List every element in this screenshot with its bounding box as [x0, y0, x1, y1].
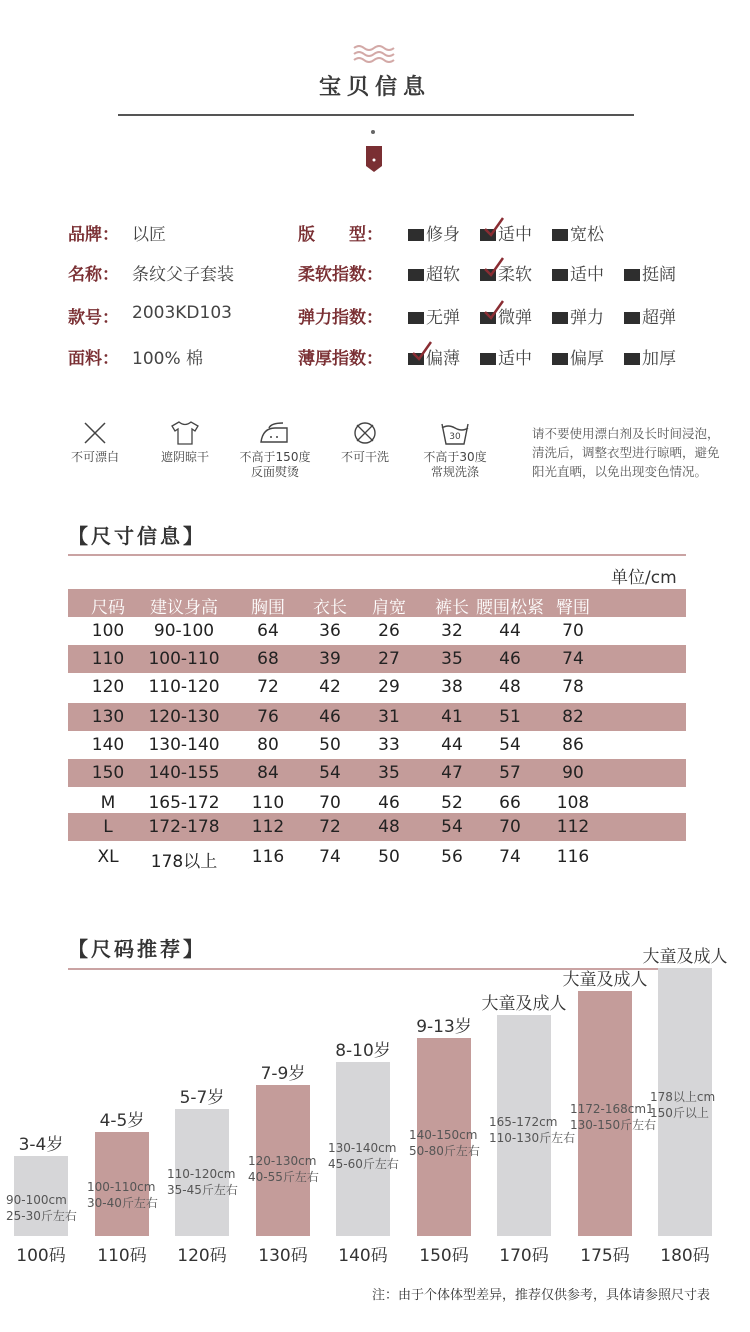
table-cell: 120	[91, 677, 125, 697]
care-item	[410, 420, 500, 480]
option-box	[624, 312, 640, 324]
no-bleach-icon	[60, 420, 130, 450]
option-box	[480, 229, 496, 241]
table-cell: 165-172	[148, 793, 220, 813]
table-row	[68, 617, 686, 645]
option-box	[480, 312, 496, 324]
info-value: 以匠	[132, 225, 166, 245]
table-header-cell: 腰围松紧	[476, 598, 544, 618]
table-cell: 68	[257, 649, 279, 669]
table-cell: 140	[91, 735, 125, 755]
checkmark-icon	[484, 217, 504, 239]
table-cell: 66	[499, 793, 521, 813]
option-text: 偏薄	[426, 349, 460, 369]
table-cell: 78	[562, 677, 584, 697]
bar-height-text: 90-100cm	[6, 1193, 67, 1207]
table-cell: 72	[319, 817, 341, 837]
table-cell: 150	[91, 763, 125, 783]
rating-option	[552, 344, 604, 369]
table-cell: 130	[91, 707, 125, 727]
table-header-cell: 建议身高	[150, 598, 218, 618]
care-text: 不可干洗	[340, 450, 389, 464]
recommend-section-title: 【尺码推荐】	[68, 937, 206, 961]
rating-option	[552, 303, 604, 328]
table-cell: 29	[378, 677, 400, 697]
table-cell: 74	[562, 649, 584, 669]
bar-weight-text: 30-40斤左右	[87, 1196, 158, 1210]
table-cell: 130-140	[148, 735, 220, 755]
bar-age-label: 5-7岁	[179, 1088, 225, 1108]
rating-label: 薄厚指数：	[298, 349, 383, 369]
table-cell: L	[103, 817, 113, 837]
table-cell: 33	[378, 735, 400, 755]
table-cell: 46	[378, 793, 400, 813]
info-label: 品牌：	[68, 225, 119, 245]
option-text: 超软	[426, 265, 460, 285]
table-cell: 82	[562, 707, 584, 727]
rating-label: 弹力指数：	[298, 308, 383, 328]
option-box	[552, 312, 568, 324]
care-item	[145, 420, 225, 465]
table-cell: 90-100	[153, 621, 215, 641]
care-text: 遮阴晾干	[160, 450, 209, 464]
table-cell: 41	[441, 707, 463, 727]
care-text: 常规洗涤	[430, 465, 479, 479]
table-cell: 54	[499, 735, 521, 755]
bar-size-label: 175码	[580, 1246, 630, 1266]
bar-height-text: 110-120cm	[167, 1167, 236, 1181]
option-text: 弹力	[570, 308, 604, 328]
table-cell: 52	[441, 793, 463, 813]
bar-weight-text: 110-130斤左右	[489, 1131, 576, 1145]
table-cell: 120-130	[148, 707, 220, 727]
bar-height-text: 140-150cm	[409, 1128, 478, 1142]
rating-option	[408, 220, 460, 245]
table-cell: 31	[378, 707, 400, 727]
no-dry-clean-icon	[330, 420, 400, 450]
rating-option	[624, 344, 676, 369]
bar-height-text: 165-172cm	[489, 1115, 558, 1129]
title-divider	[118, 114, 634, 116]
table-cell: 74	[499, 847, 521, 867]
table-cell: 112	[556, 817, 590, 837]
table-row	[68, 731, 686, 759]
table-cell: 108	[556, 793, 590, 813]
table-header-cell: 臀围	[556, 598, 590, 618]
bar-size-label: 180码	[660, 1246, 710, 1266]
table-header-cell: 胸围	[251, 598, 285, 618]
option-box	[408, 229, 424, 241]
table-cell: 50	[378, 847, 400, 867]
care-text: 反面熨烫	[250, 465, 299, 479]
checkmark-icon	[484, 257, 504, 279]
footnote: 注：由于个体体型差异，推荐仅供参考，具体请参照尺寸表	[372, 1288, 711, 1303]
rating-option	[408, 303, 460, 328]
table-cell: 84	[257, 763, 279, 783]
table-cell: 112	[251, 817, 285, 837]
info-label: 名称：	[68, 265, 119, 285]
table-cell: 42	[319, 677, 341, 697]
table-cell: 54	[319, 763, 341, 783]
table-cell: 36	[319, 621, 341, 641]
bar-size-label: 110码	[97, 1246, 147, 1266]
bar-size-label: 100码	[16, 1246, 66, 1266]
size-section-title: 【尺寸信息】	[68, 524, 206, 548]
table-cell: 38	[441, 677, 463, 697]
tag-ornament-icon	[366, 146, 382, 172]
rating-option	[408, 260, 460, 285]
care-text: 不高于150度	[239, 450, 311, 464]
iron-icon	[230, 420, 320, 450]
rating-option	[480, 260, 532, 285]
table-cell: 76	[257, 707, 279, 727]
table-cell: 57	[499, 763, 521, 783]
table-cell: 110	[91, 649, 125, 669]
option-box	[480, 353, 496, 365]
bar-age-label: 大童及成人	[481, 994, 567, 1014]
info-value: 100% 棉	[132, 349, 204, 369]
table-row	[68, 813, 686, 841]
bar-size-label: 120码	[177, 1246, 227, 1266]
bar-age-label: 8-10岁	[335, 1041, 391, 1061]
option-box	[408, 312, 424, 324]
checkmark-icon	[484, 300, 504, 322]
table-cell: 44	[441, 735, 463, 755]
table-cell: 50	[319, 735, 341, 755]
table-row	[68, 645, 686, 673]
table-cell: 27	[378, 649, 400, 669]
bar-age-label: 3-4岁	[18, 1135, 64, 1155]
wash-30-icon	[440, 420, 470, 446]
bar-size-label: 170码	[499, 1246, 549, 1266]
table-cell: 100	[91, 621, 125, 641]
care-text: 不高于30度	[423, 450, 487, 464]
option-text: 适中	[498, 225, 532, 245]
option-box	[552, 229, 568, 241]
care-item	[230, 420, 320, 480]
bar-age-label: 9-13岁	[416, 1017, 472, 1037]
table-cell: 70	[562, 621, 584, 641]
option-text: 偏厚	[570, 349, 604, 369]
rating-label: 版 型：	[298, 225, 383, 245]
table-cell: 51	[499, 707, 521, 727]
rating-option	[552, 260, 604, 285]
table-cell: 47	[441, 763, 463, 783]
table-cell: 54	[441, 817, 463, 837]
info-label: 款号：	[68, 308, 119, 328]
option-text: 加厚	[642, 349, 676, 369]
bar-weight-text: 50-80斤左右	[409, 1144, 480, 1158]
care-item	[60, 420, 130, 465]
bar-weight-text: 25-30斤左右	[6, 1209, 77, 1223]
option-text: 微弹	[498, 308, 532, 328]
table-cell: 70	[499, 817, 521, 837]
table-cell: 39	[319, 649, 341, 669]
bar-weight-text: 150斤以上	[650, 1106, 709, 1120]
table-cell: 48	[378, 817, 400, 837]
bar-height-text: 178以上cm	[650, 1090, 716, 1104]
bar-size-label: 150码	[419, 1246, 469, 1266]
table-cell: 35	[378, 763, 400, 783]
option-text: 柔软	[498, 265, 532, 285]
table-cell: 32	[441, 621, 463, 641]
bar-age-label: 7-9岁	[260, 1064, 306, 1084]
table-cell: 46	[499, 649, 521, 669]
table-cell: 64	[257, 621, 279, 641]
bar-age-label: 4-5岁	[99, 1111, 145, 1131]
bar-weight-text: 45-60斤左右	[328, 1157, 399, 1171]
option-box	[408, 269, 424, 281]
rating-option	[552, 220, 604, 245]
info-value: 条纹父子套装	[132, 265, 234, 285]
option-box	[624, 353, 640, 365]
bar-height-text: 100-110cm	[87, 1180, 156, 1194]
table-header-cell: 尺码	[91, 598, 125, 618]
wash-temp: 30	[449, 432, 461, 442]
table-cell: 80	[257, 735, 279, 755]
rating-option	[480, 220, 532, 245]
table-cell: 26	[378, 621, 400, 641]
bar-age-label: 大童及成人	[642, 947, 728, 967]
option-text: 适中	[498, 349, 532, 369]
table-cell: 48	[499, 677, 521, 697]
option-box	[408, 353, 424, 365]
option-box	[624, 269, 640, 281]
table-row	[68, 673, 686, 701]
care-item	[330, 420, 400, 465]
bar-size-label: 130码	[258, 1246, 308, 1266]
table-cell: 44	[499, 621, 521, 641]
table-cell: 86	[562, 735, 584, 755]
wave-ornament-icon	[352, 44, 396, 64]
rating-option	[624, 303, 676, 328]
unit-label: 单位/cm	[611, 568, 677, 588]
care-text: 不可漂白	[70, 450, 119, 464]
bar-height-text: 120-130cm	[248, 1154, 317, 1168]
bar-weight-text: 130-150斤左右	[570, 1118, 657, 1132]
table-cell: 172-178	[148, 817, 220, 837]
size-table-header	[68, 589, 686, 617]
table-cell: 110	[251, 793, 285, 813]
bar-age-label: 大童及成人	[562, 970, 648, 990]
table-header-cell: 衣长	[313, 598, 347, 618]
rating-label: 柔软指数：	[298, 265, 383, 285]
rating-option	[480, 303, 532, 328]
table-cell: 116	[556, 847, 590, 867]
option-text: 超弹	[642, 308, 676, 328]
info-value: 2003KD103	[132, 303, 232, 323]
table-cell: 70	[319, 793, 341, 813]
table-cell: 90	[562, 763, 584, 783]
rating-option	[480, 344, 532, 369]
bar-height-text: 1172-168cm1	[570, 1102, 654, 1116]
rating-option	[408, 344, 460, 369]
table-cell: 116	[251, 847, 285, 867]
option-text: 无弹	[426, 308, 460, 328]
table-row	[68, 703, 686, 731]
option-box	[552, 353, 568, 365]
bar-size-label: 140码	[338, 1246, 388, 1266]
page-title: 宝贝信息	[318, 74, 431, 100]
table-cell: 46	[319, 707, 341, 727]
option-text: 修身	[426, 225, 460, 245]
table-header-cell: 裤长	[435, 598, 469, 618]
size-section-divider	[68, 554, 686, 556]
option-box	[552, 269, 568, 281]
option-text: 宽松	[570, 225, 604, 245]
table-row	[68, 843, 686, 871]
bar-height-text: 130-140cm	[328, 1141, 397, 1155]
table-cell: M	[100, 793, 116, 813]
shade-dry-icon	[145, 420, 225, 450]
table-cell: 140-155	[148, 763, 220, 783]
table-cell: XL	[97, 847, 119, 867]
table-cell: 110-120	[148, 677, 220, 697]
table-row	[68, 759, 686, 787]
table-cell: 178以上	[150, 852, 218, 872]
care-note: 请不要使用漂白剂及长时间浸泡， 清洗后，调整衣型进行晾晒，避免 阳光直晒，以免出现变色情况。	[532, 426, 720, 479]
info-label: 面料：	[68, 349, 119, 369]
bar-weight-text: 40-55斤左右	[248, 1170, 319, 1184]
checkmark-icon	[412, 341, 432, 363]
option-text: 适中	[570, 265, 604, 285]
table-header-cell: 肩宽	[372, 598, 406, 618]
option-text: 挺阔	[642, 265, 676, 285]
table-cell: 100-110	[148, 649, 220, 669]
rating-option	[624, 260, 676, 285]
divider-dot	[371, 130, 375, 134]
table-cell: 56	[441, 847, 463, 867]
table-cell: 35	[441, 649, 463, 669]
bar-weight-text: 35-45斤左右	[167, 1183, 238, 1197]
table-cell: 72	[257, 677, 279, 697]
table-cell: 74	[319, 847, 341, 867]
option-box	[480, 269, 496, 281]
